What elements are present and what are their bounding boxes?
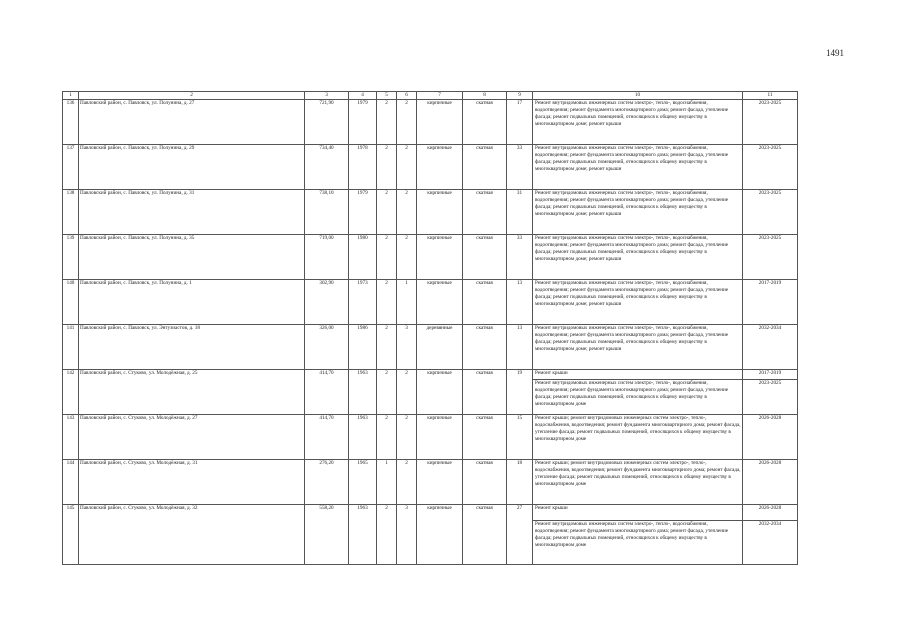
wall-material-cell: кирпичные — [417, 460, 463, 505]
works-cell: Ремонт внутридомовых инженерных систем электро-, тепло-, водоснабжения, водоотведения; ремонт фундамента многоквартирного дома; ремонт фасада, утепление фасада; ремонт подвальных помещений, относящихся к общему имуществу в многоквартирном доме; ремонт крыши — [533, 280, 743, 325]
table-row — [63, 460, 798, 505]
table-row — [63, 370, 798, 380]
row-number: 141 — [63, 325, 79, 370]
year-cell: 1965 — [349, 460, 377, 505]
address-cell: Павловский район, с. Павловск, ул. Полунина, д. 1 — [79, 280, 305, 325]
period-cell: 2023-2025 — [743, 235, 798, 280]
address-cell: Павловский район, с. Стуково, ул. Молодёжная, д. 25 — [79, 370, 305, 415]
table-row — [63, 190, 798, 235]
period-cell: 2017-2019 — [743, 280, 798, 325]
works-cell: Ремонт крыши; ремонт внутридомовых инженерных систем электро-, тепло-, водоснабжения, водоотведения; ремонт фундамента многоквартирного дома; ремонт фасада, утепление фасада; ремонт подвальных помещений, относящихся к общему имуществу в многоквартирном доме — [533, 415, 743, 460]
wall-material-cell: кирпичные — [417, 415, 463, 460]
area-cell: 276,20 — [305, 460, 349, 505]
works-cell: Ремонт внутридомовых инженерных систем электро-, тепло-, водоснабжения, водоотведения; ремонт фундамента многоквартирного дома; ремонт фасада, утепление фасада; ремонт подвальных помещений, относящихся к общему имуществу в многоквартирном доме — [533, 380, 743, 415]
works-cell: Ремонт внутридомовых инженерных систем электро-, тепло-, водоснабжения, водоотведения; ремонт фундамента многоквартирного дома; ремонт фасада, утепление фасада; ремонт подвальных помещений, относящихся к общему имуществу в многоквартирном доме; ремонт крыши — [533, 190, 743, 235]
year-cell: 1963 — [349, 415, 377, 460]
area-cell: 738,10 — [305, 190, 349, 235]
works-cell: Ремонт крыши; ремонт внутридомовых инженерных систем электро-, тепло-, водоснабжения, водоотведения; ремонт фундамента многоквартирного дома; ремонт фасада, утепление фасада; ремонт подвальных помещений, относящихся к общему имуществу в многоквартирном доме — [533, 460, 743, 505]
column-header: 10 — [533, 92, 743, 100]
col9-cell: 27 — [507, 505, 533, 565]
wall-material-cell: кирпичные — [417, 235, 463, 280]
address-cell: Павловский район, с. Павловск, ул. Энтузиастов, д. 18 — [79, 325, 305, 370]
col5-cell: 2 — [377, 145, 397, 190]
table-row — [63, 100, 798, 145]
col9-cell: 15 — [507, 415, 533, 460]
year-cell: 1979 — [349, 190, 377, 235]
table-body — [63, 92, 798, 565]
works-cell: Ремонт внутридомовых инженерных систем электро-, тепло-, водоснабжения, водоотведения; ремонт фундамента многоквартирного дома; ремонт фасада, утепление фасада; ремонт подвальных помещений, относящихся к общему имуществу в многоквартирном доме; ремонт крыши — [533, 325, 743, 370]
col9-cell: 13 — [507, 325, 533, 370]
col5-cell: 2 — [377, 505, 397, 565]
period-cell: 2032-2034 — [743, 325, 798, 370]
area-cell: 302,90 — [305, 280, 349, 325]
col6-cell: 2 — [397, 100, 417, 145]
capital-repair-table — [62, 91, 798, 565]
col9-cell: 17 — [507, 100, 533, 145]
area-cell: 414,70 — [305, 415, 349, 460]
year-cell: 1986 — [349, 325, 377, 370]
address-cell: Павловский район, с. Павловск, ул. Полунина, д. 31 — [79, 190, 305, 235]
area-cell: 734,40 — [305, 145, 349, 190]
column-header: 2 — [79, 92, 305, 100]
wall-material-cell: кирпичные — [417, 190, 463, 235]
table-row — [63, 325, 798, 370]
period-cell: 2026-2028 — [743, 460, 798, 505]
year-cell: 1980 — [349, 235, 377, 280]
col5-cell: 1 — [377, 460, 397, 505]
period-cell: 2026-2028 — [743, 415, 798, 460]
period-cell: 2023-2025 — [743, 145, 798, 190]
page-number: 1491 — [826, 48, 844, 58]
column-header: 9 — [507, 92, 533, 100]
works-cell: Ремонт крыши — [533, 370, 743, 380]
roof-type-cell: скатная — [463, 460, 507, 505]
area-cell: 719,00 — [305, 235, 349, 280]
period-cell: 2032-2034 — [743, 521, 798, 565]
roof-type-cell: скатная — [463, 325, 507, 370]
col6-cell: 2 — [397, 190, 417, 235]
roof-type-cell: скатная — [463, 100, 507, 145]
wall-material-cell: кирпичные — [417, 505, 463, 565]
address-cell: Павловский район, с. Стуково, ул. Молодёжная, д. 31 — [79, 460, 305, 505]
col9-cell: 19 — [507, 370, 533, 415]
col6-cell: 3 — [397, 325, 417, 370]
row-number: 142 — [63, 370, 79, 415]
col5-cell: 2 — [377, 325, 397, 370]
wall-material-cell: кирпичные — [417, 280, 463, 325]
roof-type-cell: скатная — [463, 145, 507, 190]
roof-type-cell: скатная — [463, 370, 507, 415]
col5-cell: 2 — [377, 280, 397, 325]
col5-cell: 2 — [377, 415, 397, 460]
wall-material-cell: кирпичные — [417, 145, 463, 190]
col5-cell: 2 — [377, 370, 397, 415]
column-header: 7 — [417, 92, 463, 100]
table-row — [63, 235, 798, 280]
period-cell: 2023-2025 — [743, 190, 798, 235]
col5-cell: 2 — [377, 100, 397, 145]
col6-cell: 1 — [397, 280, 417, 325]
works-cell: Ремонт внутридомовых инженерных систем электро-, тепло-, водоснабжения, водоотведения; ремонт фундамента многоквартирного дома; ремонт фасада, утепление фасада; ремонт подвальных помещений, относящихся к общему имуществу в многоквартирном доме; ремонт крыши — [533, 235, 743, 280]
roof-type-cell: скатная — [463, 505, 507, 565]
row-number: 136 — [63, 100, 79, 145]
roof-type-cell: скатная — [463, 235, 507, 280]
col6-cell: 2 — [397, 145, 417, 190]
col6-cell: 3 — [397, 505, 417, 565]
col5-cell: 2 — [377, 235, 397, 280]
row-number: 143 — [63, 415, 79, 460]
column-header: 6 — [397, 92, 417, 100]
row-number: 144 — [63, 460, 79, 505]
col5-cell: 2 — [377, 190, 397, 235]
address-cell: Павловский район, с. Стуково, ул. Молодёжная, д. 27 — [79, 415, 305, 460]
col9-cell: 33 — [507, 235, 533, 280]
works-cell: Ремонт внутридомовых инженерных систем электро-, тепло-, водоснабжения, водоотведения; ремонт фундамента многоквартирного дома; ремонт фасада, утепление фасада; ремонт подвальных помещений, относящихся к общему имуществу в многоквартирном доме — [533, 521, 743, 565]
works-cell: Ремонт внутридомовых инженерных систем электро-, тепло-, водоснабжения, водоотведения; ремонт фундамента многоквартирного дома; ремонт фасада, утепление фасада; ремонт подвальных помещений, относящихся к общему имуществу в многоквартирном доме; ремонт крыши — [533, 145, 743, 190]
area-cell: 558,20 — [305, 505, 349, 565]
period-cell: 2026-2028 — [743, 505, 798, 521]
col9-cell: 33 — [507, 145, 533, 190]
year-cell: 1963 — [349, 370, 377, 415]
column-header: 1 — [63, 92, 79, 100]
table-row — [63, 415, 798, 460]
area-cell: 414,70 — [305, 370, 349, 415]
works-cell: Ремонт крыши — [533, 505, 743, 521]
year-cell: 1978 — [349, 145, 377, 190]
row-number: 139 — [63, 235, 79, 280]
col9-cell: 18 — [507, 460, 533, 505]
col6-cell: 2 — [397, 235, 417, 280]
column-header-row — [63, 92, 798, 100]
column-header: 8 — [463, 92, 507, 100]
row-number: 137 — [63, 145, 79, 190]
roof-type-cell: скатная — [463, 415, 507, 460]
table-row — [63, 280, 798, 325]
col6-cell: 2 — [397, 415, 417, 460]
period-cell: 2023-2025 — [743, 100, 798, 145]
roof-type-cell: скатная — [463, 190, 507, 235]
row-number: 138 — [63, 190, 79, 235]
period-cell: 2017-2019 — [743, 370, 798, 380]
col9-cell: 31 — [507, 190, 533, 235]
wall-material-cell: деревянные — [417, 325, 463, 370]
address-cell: Павловский район, с. Павловск, ул. Полунина, д. 27 — [79, 100, 305, 145]
col6-cell: 2 — [397, 460, 417, 505]
area-cell: 721,90 — [305, 100, 349, 145]
column-header: 3 — [305, 92, 349, 100]
address-cell: Павловский район, с. Павловск, ул. Полунина, д. 29 — [79, 145, 305, 190]
works-cell: Ремонт внутридомовых инженерных систем электро-, тепло-, водоснабжения, водоотведения; ремонт фундамента многоквартирного дома; ремонт фасада, утепление фасада; ремонт подвальных помещений, относящихся к общему имуществу в многоквартирном доме; ремонт крыши — [533, 100, 743, 145]
roof-type-cell: скатная — [463, 280, 507, 325]
column-header: 4 — [349, 92, 377, 100]
year-cell: 1973 — [349, 280, 377, 325]
col9-cell: 13 — [507, 280, 533, 325]
area-cell: 326,00 — [305, 325, 349, 370]
address-cell: Павловский район, с. Павловск, ул. Полунина, д. 35 — [79, 235, 305, 280]
wall-material-cell: кирпичные — [417, 370, 463, 415]
period-cell: 2023-2025 — [743, 380, 798, 415]
address-cell: Павловский район, с. Стуково, ул. Молодёжная, д. 32 — [79, 505, 305, 565]
year-cell: 1963 — [349, 505, 377, 565]
col6-cell: 2 — [397, 370, 417, 415]
row-number: 145 — [63, 505, 79, 565]
column-header: 5 — [377, 92, 397, 100]
row-number: 140 — [63, 280, 79, 325]
wall-material-cell: кирпичные — [417, 100, 463, 145]
table-row — [63, 505, 798, 521]
column-header: 11 — [743, 92, 798, 100]
year-cell: 1979 — [349, 100, 377, 145]
table-row — [63, 145, 798, 190]
